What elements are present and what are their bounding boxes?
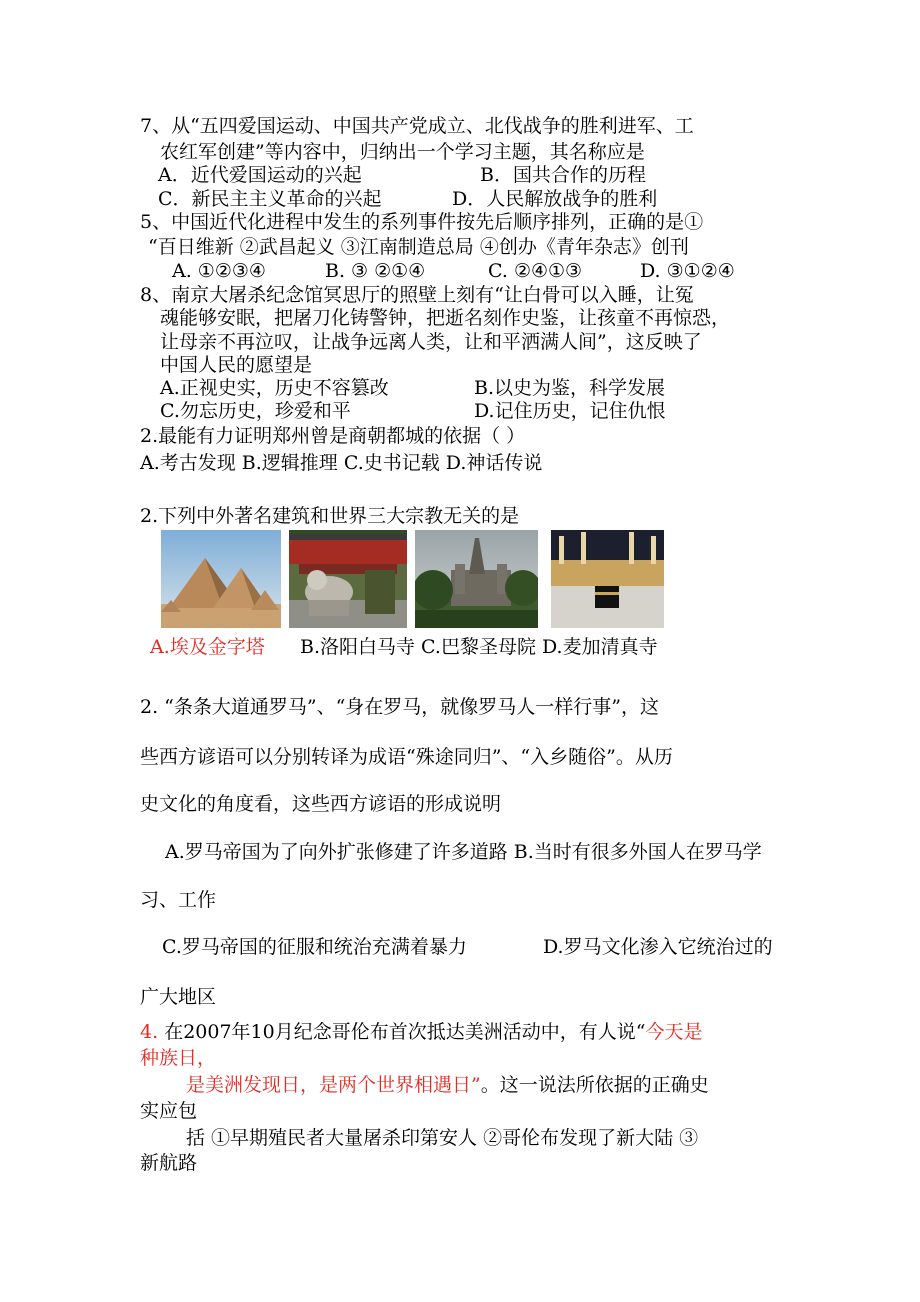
white-horse-temple-photo: [289, 530, 407, 628]
q5-line2: “百日维新 ②武昌起义 ③江南制造总局 ④创办《青年杂志》创刊: [148, 236, 689, 258]
q2c-options-ab: A.罗马帝国为了向外扩张修建了许多道路 B.当时有很多外国人在罗马学: [165, 841, 762, 863]
q5-option-c: C. ②④①③: [488, 260, 583, 282]
q8-line3: 让母亲不再泣叹，让战争远离人类，让和平洒满人间”，这反映了: [160, 331, 702, 353]
q2a-line1: 2.最能有力证明郑州曾是商朝都城的依据（ ）: [140, 425, 526, 447]
q2c-option-d: D.罗马文化渗入它统治过的: [543, 936, 773, 958]
q4-line2: [186, 1073, 709, 1097]
q8-option-b: B.以史为鉴，科学发展: [474, 377, 666, 399]
q7-line2: 农红军创建”等内容中，归纳出一个学习主题，其名称应是: [160, 141, 645, 163]
q7-option-c: C．新民主主义革命的兴起: [158, 188, 382, 210]
q5-option-d: D. ③①②④: [640, 260, 735, 282]
mecca-mosque-photo: [551, 530, 664, 628]
q2c-option-b-cont: 习、工作: [140, 889, 217, 911]
q8-line1: 8、南京大屠杀纪念馆冥思厅的照壁上刻有“让白骨可以入睡，让冤: [140, 284, 694, 306]
q2b-line1: 2.下列中外著名建筑和世界三大宗教无关的是: [140, 505, 520, 527]
q4-red3: 是美洲发现日，是两个世界相遇日”: [186, 1074, 481, 1096]
q4-text1: 在2007年10月纪念哥伦布首次抵达美洲活动中，有人说“: [164, 1021, 646, 1043]
q5-option-a: A. ①②③④: [172, 260, 266, 282]
q8-option-c: C.勿忘历史，珍爱和平: [160, 400, 351, 422]
q4-line3: 实应包: [140, 1100, 198, 1122]
q7-option-d: D．人民解放战争的胜利: [452, 188, 658, 210]
notre-dame-photo: [415, 530, 538, 628]
q7-option-b: B．国共合作的历程: [480, 164, 646, 186]
q2b-option-a: A.埃及金字塔: [150, 636, 265, 658]
q4-line5: 新航路: [140, 1152, 198, 1174]
q8-option-d: D.记住历史，记住仇恨: [474, 400, 666, 422]
q2c-option-d-cont: 广大地区: [140, 986, 217, 1008]
q7-line1: 7、从“五四爱国运动、中国共产党成立、北伐战争的胜利进军、工: [140, 115, 694, 137]
q2c-option-c: C.罗马帝国的征服和统治充满着暴力: [162, 936, 467, 958]
q4-text2: 。这一说法所依据的正确史: [480, 1074, 709, 1096]
q8-option-a: A.正视史实，历史不容篡改: [160, 377, 389, 399]
q5-option-b: B. ③ ②①④: [325, 260, 426, 282]
q4-number: 4.: [140, 1021, 159, 1043]
q2c-line2: 些西方谚语可以分别转译为成语“殊途同归”、“入乡随俗”。从历: [140, 746, 673, 768]
q8-line4: 中国人民的愿望是: [160, 354, 313, 376]
q7-option-a: A．近代爱国运动的兴起: [158, 164, 362, 186]
q2a-options: A.考古发现 B.逻辑推理 C.史书记载 D.神话传说: [140, 452, 543, 474]
q2c-line3: 史文化的角度看，这些西方谚语的形成说明: [140, 793, 502, 815]
q5-line1: 5、中国近代化进程中发生的系列事件按先后顺序排列，正确的是①: [140, 211, 704, 233]
q4-red1: 今天是: [645, 1021, 703, 1043]
q4-line4: 括 ①早期殖民者大量屠杀印第安人 ②哥伦布发现了新大陆 ③: [186, 1127, 699, 1149]
pyramids-photo: [161, 530, 281, 628]
q4-red2: 种族日，: [140, 1047, 217, 1069]
q8-line2: 魂能够安眠，把屠刀化铸警钟，把逝名刻作史鉴，让孩童不再惊恐，: [160, 307, 731, 329]
q4-line1: [140, 1020, 702, 1044]
q2c-line1: 2. “条条大道通罗马”、“身在罗马，就像罗马人一样行事”，这: [140, 696, 660, 718]
q2b-options-bcd: B.洛阳白马寺 C.巴黎圣母院 D.麦加清真寺: [300, 636, 658, 658]
